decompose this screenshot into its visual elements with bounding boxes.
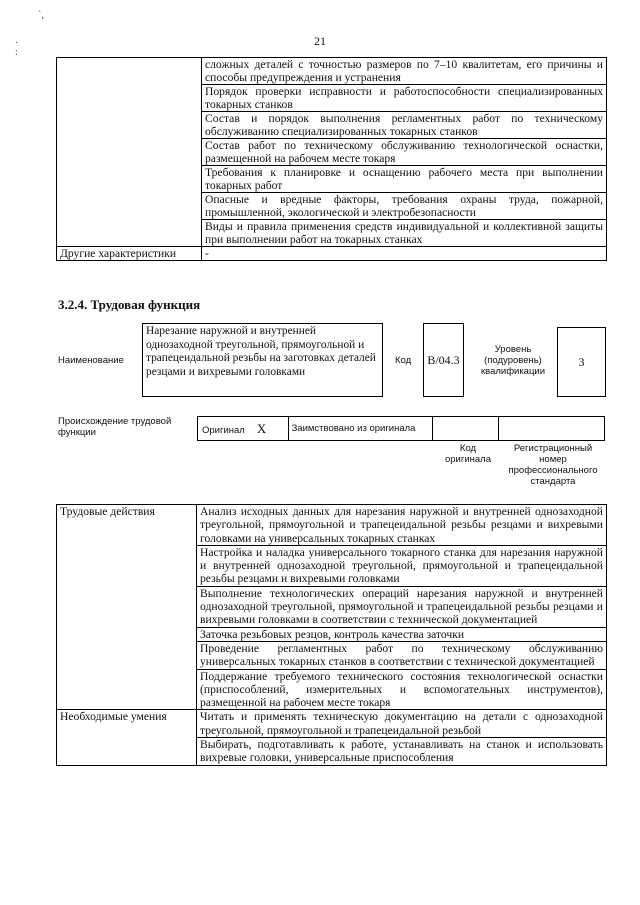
code-label: Код — [395, 355, 412, 366]
knowledge-table — [56, 57, 607, 261]
section-title: 3.2.4. Трудовая функция — [58, 297, 201, 312]
function-name: Нарезание наружной и внутренней однозаходной треугольной, прямоугольной и трапецеидальной резьбы на заготовках деталей резцами и вихревыми головками — [142, 323, 383, 397]
table-cell: Состав работ по техническому обслуживанию технологической оснастки, размещенной на рабочем месте токаря — [202, 139, 607, 166]
table-cell: Заточка резьбовых резцов, контроль качества заточки — [197, 627, 607, 641]
table-cell: Проведение регламентных работ по техническому обслуживанию универсальных токарных станков в соответствии с технической документацией — [197, 641, 607, 669]
table-cell: Настройка и наладка универсального токарного станка для нарезания наружной и внутренней однозаходной треугольной, прямоугольной и трапецеидальной резьбы резцами и вихревыми головками — [197, 545, 607, 586]
scan-mark: : — [15, 47, 18, 58]
table-row — [57, 505, 607, 546]
table-cell: Опасные и вредные факторы, требования охраны труда, пожарной, промышленной, экологической и электробезопасности — [202, 193, 607, 220]
name-label: Наименование — [58, 355, 124, 366]
scan-mark: ˋ, — [38, 10, 44, 21]
original-label: Оригинал — [202, 424, 245, 436]
origin-table — [197, 416, 605, 441]
origin-code-caption: Код оригинала — [444, 443, 491, 465]
original-mark: X — [256, 420, 267, 436]
actions-label: Трудовые действия — [57, 505, 197, 710]
skills-label: Необходимые умения — [57, 710, 197, 765]
scan-mark: · — [15, 38, 19, 49]
table-cell: Порядок проверки исправности и работоспособности специализированных токарных станков — [202, 85, 607, 112]
page-number: 21 — [314, 34, 326, 48]
table-cell: Читать и применять техническую документацию на детали с однозаходной треугольной, прямоугольной и трапецеидальной резьбой — [197, 710, 607, 738]
table-row — [57, 710, 607, 738]
table-row — [57, 247, 607, 261]
function-code: B/04.3 — [423, 323, 464, 397]
table-cell: Поддержание требуемого технического состояния технологической оснастки (приспособлений, измерительных и вспомогательных инструментов), размещенной на рабочем месте токаря — [197, 669, 607, 710]
table-row — [57, 58, 607, 85]
origin-label: Происхождение трудовой функции — [58, 416, 172, 438]
table-cell: Состав и порядок выполнения регламентных работ по техническому обслуживанию специализированных токарных станков — [202, 112, 607, 139]
table-cell: Виды и правила применения средств индивидуальной и коллективной защиты при выполнении работ на токарных станках — [202, 220, 607, 247]
table-cell: Выбирать, подготавливать к работе, устанавливать на станок и использовать вихревые головки, универсальные приспособления — [197, 738, 607, 766]
registration-caption: Регистрационный номер профессионального стандарта — [508, 443, 598, 487]
table-cell: Анализ исходных данных для нарезания наружной и внутренней однозаходной треугольной, прямоугольной и трапецеидальной резьбы резцами и вихревыми головками на универсальных токарных станках — [197, 505, 607, 546]
other-characteristics-label: Другие характеристики — [57, 247, 202, 261]
other-characteristics-value: - — [202, 247, 607, 261]
table-cell: сложных деталей с точностью размеров по 7–10 квалитетам, его причины и способы предупреждения и устранения — [202, 58, 607, 85]
table-cell: Выполнение технологических операций нарезания наружной и внутренней однозаходной треугольной, прямоугольной и трапецеидальной резьбы резцами и вихревыми головками в соответствии с технической документацией — [197, 586, 607, 627]
level-label: Уровень (подуровень) квалификации — [480, 344, 546, 377]
borrowed-label: Заимствовано из оригинала — [288, 417, 432, 441]
qualification-level: 3 — [557, 327, 606, 397]
origin-reg-cell — [499, 417, 605, 441]
actions-table — [56, 504, 607, 766]
table-cell: Требования к планировке и оснащению рабочего места при выполнении токарных работ — [202, 166, 607, 193]
origin-code-cell — [432, 417, 498, 441]
